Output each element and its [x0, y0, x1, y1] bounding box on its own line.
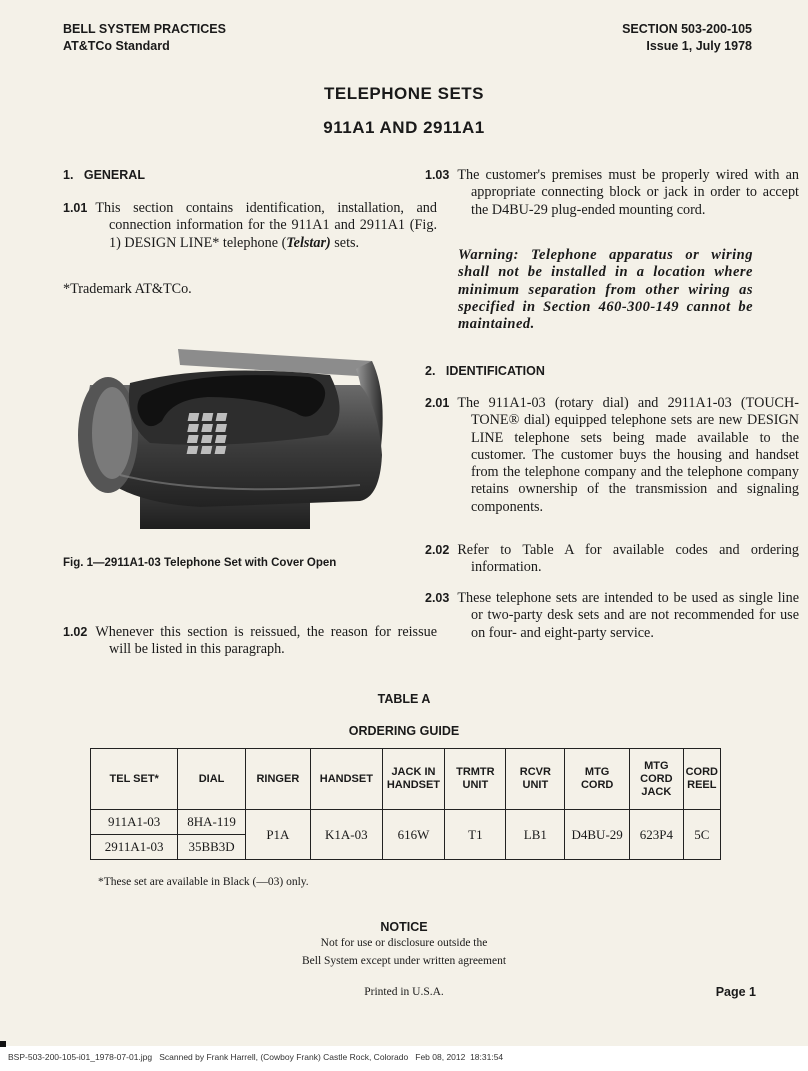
figure-telephone	[60, 325, 390, 547]
para-number: 1.01	[63, 201, 88, 215]
printed-in: Printed in U.S.A.	[364, 986, 444, 998]
notice-line-1: Not for use or disclosure outside the	[320, 937, 488, 949]
cell-handset: K1A-03	[311, 810, 383, 860]
notice-line-2: Bell System except under written agreement	[301, 955, 507, 967]
cell-jack: 616W	[382, 810, 445, 860]
header-practices: BELL SYSTEM PRACTICES	[63, 22, 226, 36]
para-2-03: 2.03 These telephone sets are intended to be used as single line or two-party desk sets and are not recommended for use on four- and eight-party service.	[425, 590, 799, 641]
col-rcvr-unit: RCVR UNIT	[506, 749, 565, 810]
para-1-02: 1.02 Whenever this section is reissued, the reason for reissue will be listed in this paragraph.	[63, 624, 437, 658]
table-row	[91, 810, 721, 835]
page-number: Page 1	[715, 985, 756, 999]
header-issue: Issue 1, July 1978	[646, 39, 752, 53]
para-2-02: 2.02 Refer to Table A for available codes and ordering information.	[425, 542, 799, 576]
scan-footer: BSP-503-200-105-i01_1978-07-01.jpg Scanned by Frank Harrell, (Cowboy Frank) Castle Rock, Colorado Feb 08, 2012 18:31:54	[8, 1052, 504, 1062]
warning-text: Warning: Telephone apparatus or wiring shall not be installed in a location where minimum separation from other wiring as specified in Section 460-300-149 cannot be maintained.	[458, 247, 753, 333]
cell-reel: 5C	[683, 810, 720, 860]
header-section: SECTION 503-200-105	[622, 22, 752, 36]
para-number: 2.03	[425, 591, 450, 605]
para-1-01: 1.01 This section contains identification, installation, and connection information for the 911A1 and 2911A1 (Fig. 1) DESIGN LINE* telephone (Telstar) sets.	[63, 200, 437, 251]
para-2-01: 2.01 The 911A1-03 (rotary dial) and 2911A1-03 (TOUCH-TONE® dial) equipped telephone sets are new DESIGN LINE telephone sets being made available to the customer. The customer buys the housing and handset from the telephone company and the telephone company retains ownership of the transmission and signaling components.	[425, 395, 799, 515]
figure-caption: Fig. 1—2911A1-03 Telephone Set with Cover Open	[63, 557, 337, 569]
para-1-03: 1.03 The customer's premises must be properly wired with an appropriate connecting block or jack in order to accept the D4BU-29 plug-ended mounting cord.	[425, 167, 799, 218]
col-dial: DIAL	[178, 749, 245, 810]
col-mtg-cord: MTG CORD	[565, 749, 630, 810]
cell-dial: 8HA-119	[178, 810, 245, 835]
page-title: TELEPHONE SETS	[323, 84, 485, 103]
col-handset: HANDSET	[311, 749, 383, 810]
page-subtitle: 911A1 AND 2911A1	[323, 118, 485, 137]
telephone-photo	[60, 325, 390, 547]
cell-tel-set: 2911A1-03	[91, 835, 178, 860]
col-cord-reel: CORD REEL	[683, 749, 720, 810]
para-number: 2.02	[425, 543, 450, 557]
identification-heading: 2. IDENTIFICATION	[425, 364, 545, 378]
col-jack-in-handset: JACK IN HANDSET	[382, 749, 445, 810]
col-tel-set: TEL SET*	[91, 749, 178, 810]
header-right	[622, 21, 752, 55]
cell-mtg-jack: 623P4	[630, 810, 684, 860]
table-label: TABLE A	[377, 692, 431, 706]
trademark-note: *Trademark AT&TCo.	[63, 281, 192, 297]
col-mtg-cord-jack: MTG CORD JACK	[630, 749, 684, 810]
para-number: 1.02	[63, 625, 88, 639]
table-header-row	[91, 749, 721, 810]
para-number: 2.01	[425, 396, 450, 410]
table-footnote: *These set are available in Black (—03) only.	[98, 876, 309, 888]
table-subtitle: ORDERING GUIDE	[348, 724, 460, 738]
header-standard: AT&TCo Standard	[63, 39, 170, 53]
header-left	[63, 21, 226, 55]
cell-rcvr: LB1	[506, 810, 565, 860]
cell-ringer: P1A	[245, 810, 310, 860]
scan-marker	[0, 1041, 6, 1047]
cell-dial: 35BB3D	[178, 835, 245, 860]
cell-trmtr: T1	[445, 810, 506, 860]
cell-tel-set: 911A1-03	[91, 810, 178, 835]
general-heading: 1. GENERAL	[63, 168, 145, 182]
col-trmtr-unit: TRMTR UNIT	[445, 749, 506, 810]
notice-heading: NOTICE	[380, 920, 428, 934]
ordering-guide-table	[90, 748, 721, 860]
col-ringer: RINGER	[245, 749, 310, 810]
cell-mtg-cord: D4BU-29	[565, 810, 630, 860]
para-number: 1.03	[425, 168, 450, 182]
